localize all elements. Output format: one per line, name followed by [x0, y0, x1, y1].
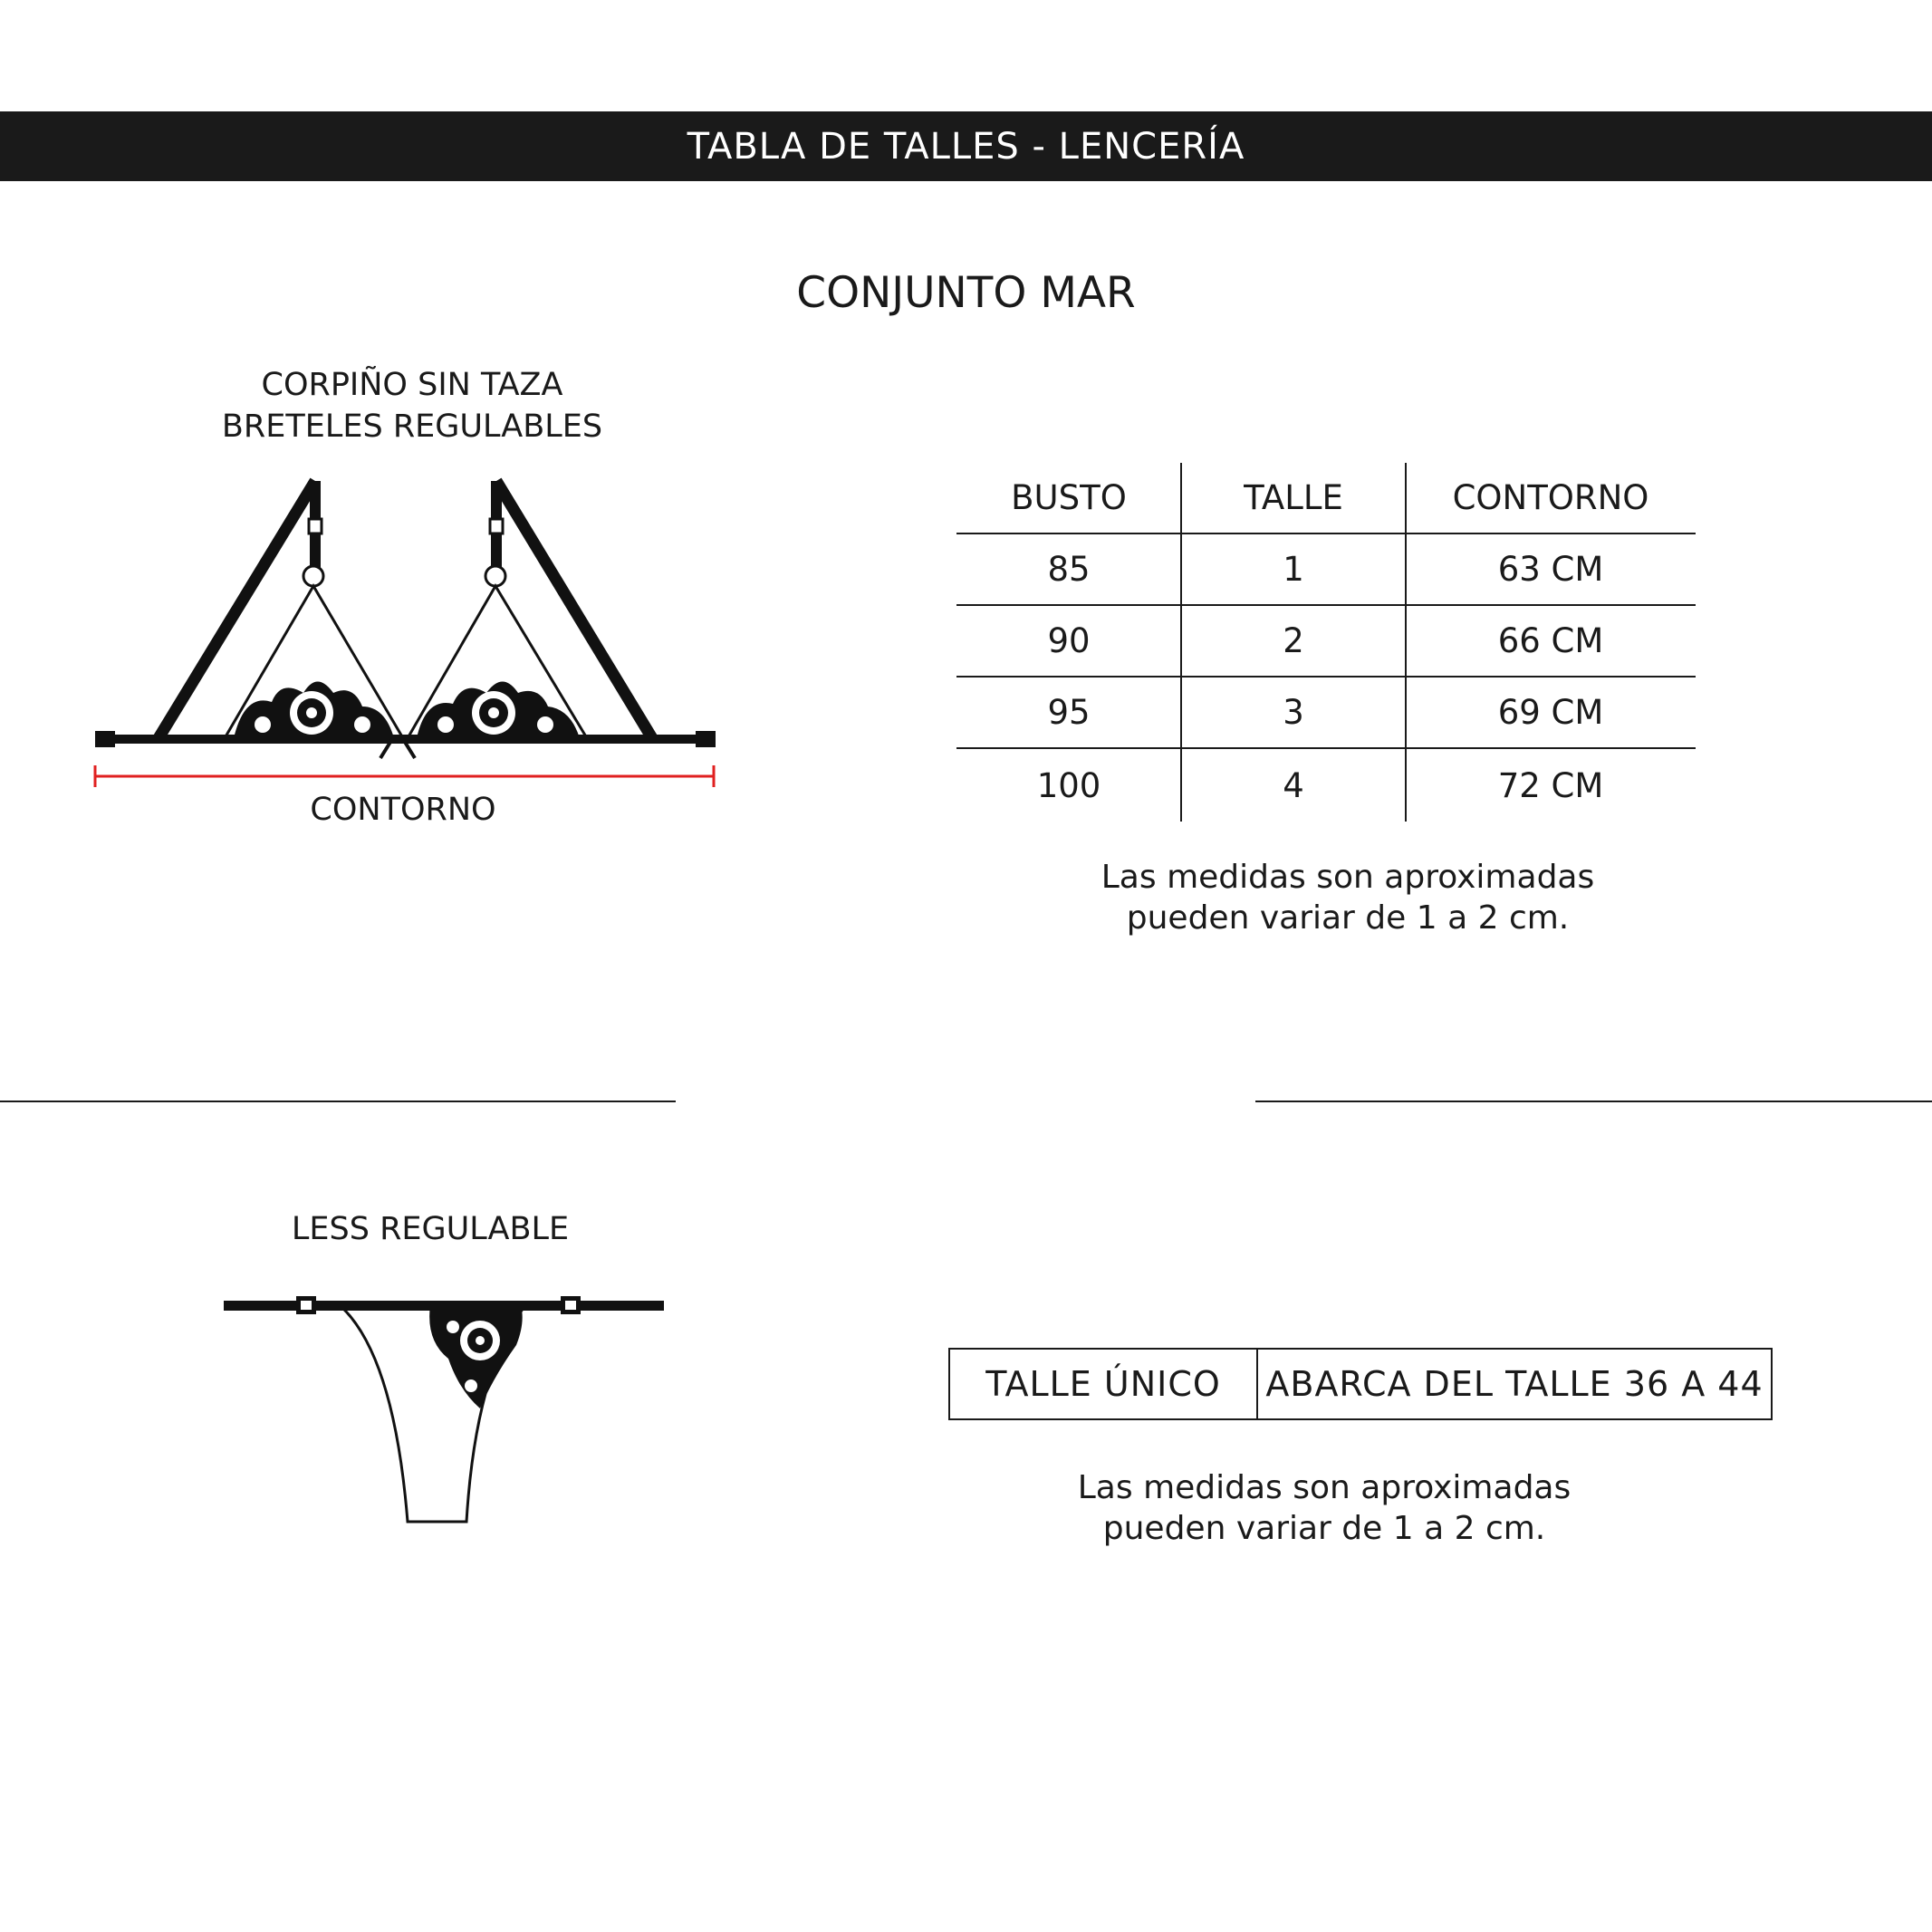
panty-illustration-icon: [222, 1291, 666, 1526]
table-cell: 85: [1047, 550, 1091, 589]
table-header-contorno: CONTORNO: [1452, 478, 1649, 517]
product-title: CONJUNTO MAR: [796, 268, 1136, 318]
panty-caption: LESS REGULABLE: [291, 1211, 570, 1247]
bra-caption-line2: BRETELES REGULABLES: [221, 409, 603, 445]
size-note-line1: Las medidas son aproximadas: [1101, 859, 1595, 896]
unique-size-label: TALLE ÚNICO: [950, 1350, 1258, 1418]
table-cell: 100: [1036, 765, 1101, 805]
bra-illustration-icon: [91, 476, 725, 793]
unique-size-box: [948, 1348, 1773, 1420]
panty-note: [933, 1467, 1716, 1549]
size-note-line2: pueden variar de 1 a 2 cm.: [1126, 899, 1570, 937]
bra-caption-line1: CORPIÑO SIN TAZA: [261, 367, 563, 403]
table-cell: 4: [1283, 765, 1304, 805]
table-cell: 63 CM: [1497, 550, 1604, 589]
panty-note-line2: pueden variar de 1 a 2 cm.: [1102, 1510, 1546, 1547]
header-title: TABLA DE TALLES - LENCERÍA: [687, 125, 1245, 168]
contorno-label: CONTORNO: [310, 792, 496, 828]
table-cell: 72 CM: [1497, 765, 1604, 805]
size-note: [956, 857, 1739, 938]
table-cell: 66 CM: [1497, 621, 1604, 660]
size-table: [956, 463, 1696, 822]
table-cell: 90: [1047, 621, 1091, 660]
table-cell: 69 CM: [1497, 693, 1604, 732]
table-header-busto: BUSTO: [1011, 478, 1127, 517]
table-cell: 2: [1283, 621, 1304, 660]
table-cell: 3: [1283, 693, 1304, 732]
table-header-talle: TALLE: [1244, 478, 1343, 517]
panty-note-line1: Las medidas son aproximadas: [1077, 1469, 1572, 1506]
section-divider-right: [1255, 1101, 1932, 1102]
unique-size-range: ABARCA DEL TALLE 36 A 44: [1265, 1364, 1764, 1404]
section-divider-left: [0, 1101, 676, 1102]
table-cell: 95: [1047, 693, 1091, 732]
header-bar: [0, 111, 1932, 181]
table-cell: 1: [1283, 550, 1304, 589]
bra-caption: [199, 364, 625, 447]
